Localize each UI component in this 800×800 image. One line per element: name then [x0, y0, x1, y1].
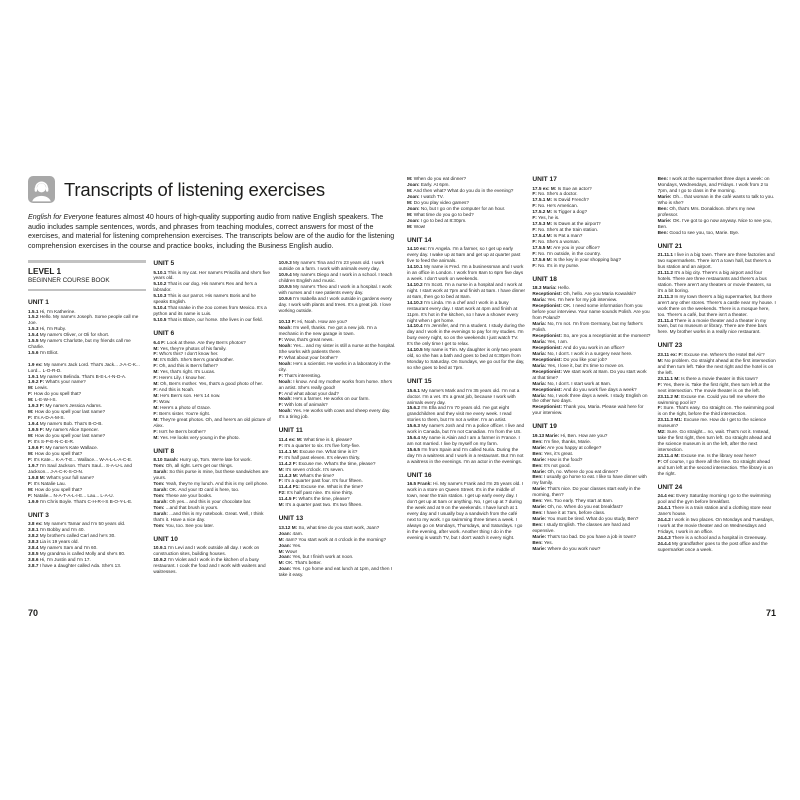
intro-text: features almost 40 hours of high-quality supporting audio from native English speakers. The audio includes sample sentences, words, and phrases from teaching modules, correct answers for most of the exercises, and material for listening comprehension exercises. The transcripts below are of the audio for the listening comprehension exercises in the course and practice books, including the Business English audio. [28, 213, 395, 250]
transcript-line: F: Oh, and this is Ben's father? [153, 363, 218, 369]
transcript-line: Tom: You, too. See you later. [153, 522, 214, 528]
transcript-line: 21.11.3 In my town there's a big supermarket, but there aren't any other stores. There's a castle near my house. I work there on the weekends. There is a mosque here, too. There's a café, but there isn't a theater. [657, 293, 776, 317]
transcript-line: 11.4 ex: M: What time is it, please? [278, 436, 353, 442]
unit-heading: UNIT 10 [153, 535, 178, 543]
transcript-line: 1.9.5 F: My name's Alice Spencer. [28, 427, 99, 433]
transcript-line: 5.10.3 This is our parrot. His name's Boris and he speaks English. [153, 293, 257, 305]
series-title: English for Everyone [28, 213, 94, 221]
transcript-line: Receptionist: Oh, hello. Are you Maria Kowalski? [532, 291, 637, 297]
transcript-line: 15.6.4 My name is Alain and I am a farmer in France. I am not married. I live by myself on my farm. [407, 435, 520, 447]
transcript-line: Noah: Yes... and my sister is still a nurse at the hospital. She works with patients there. [278, 342, 396, 354]
transcript-line: Joan: 4am. [278, 530, 303, 536]
transcript-line: Ben: I usually go home to eat. I like to have dinner with my family. [532, 474, 647, 486]
transcript-line: 18.3 Maria: Hello. [532, 285, 570, 291]
transcript-line: 16.5 Frank: Hi. My name's Frank and I'm 25 years old. I work in a store on Queen Street. It's in the middle of town, near the train station. I get up early every day. I don't get up at 5am or anything. No, I get up at 7 during the week and at 9 on the weekends. I have lunch at 1 every day and I usually buy a sandwich from the café next to my work. I go swimming three times a week. I always go on Mondays, Thursdays, and Saturdays. I go in the evening, after work. Another thing I do in the evening is watch TV, but I don't watch it every night. [407, 481, 524, 541]
transcript-line: M: Yes. He looks very young in the photo. [153, 434, 240, 440]
transcript-line: 1.9.3 F: My name's Jessica Adams. [28, 403, 102, 409]
transcript-line: 1.9.6 F: My name's Kate Wallace. [28, 444, 99, 450]
transcript-line: 24.4.1 There is a train station and a clothing store near Jane's house. [657, 505, 772, 517]
transcript-line: F: And this is Noah. [153, 387, 195, 393]
transcript-line: 17.5.5 M: Are you in your office? [532, 245, 600, 251]
unit-heading: UNIT 16 [407, 471, 432, 479]
transcript-line: 3.8.7 I have a daughter called Ada. She's 13. [28, 562, 122, 568]
transcript-line: Receptionist: And do you work in an office? [532, 344, 625, 350]
transcript-line: 11.4.4 F1: Excuse me. What is the time? [278, 484, 364, 490]
transcript-line: 11.4.2 F: Excuse me. What's the time, please? [278, 460, 376, 466]
text-column-4 [407, 176, 525, 553]
transcript-line: 3.8.3 Lia is 19 years old. [28, 538, 79, 544]
transcript-line: 17.5 ex: M: Is Sue an actor? [532, 185, 592, 191]
transcript-line: F: And what about your dad? [278, 390, 339, 396]
transcript-line: Maria: Yes, I am. [532, 338, 569, 344]
transcript-line: M: 4am? You start work at 4 o'clock in the morning? [278, 536, 387, 542]
transcript-line: F: Ben's sister. You're right. [153, 411, 211, 417]
transcript-line: F: Yes, there is. Take the first right, then turn left at the next intersection. The movie theater is on the left. [657, 381, 771, 393]
transcript-line: Noah: I know. And my mother works from home. She's an artist. She's really good! [278, 378, 393, 390]
transcript-line: M: It's a quarter past two. It's two fifteen. [278, 502, 363, 508]
transcript-line: 14.10.1 My name is Fred. I'm a businessman and I work in an office in London. I work from 8am to 6pm five days a week. I don't work on weekends. [407, 263, 524, 281]
transcript-line: Maria: No, I don't. I start work at 9am. [532, 380, 612, 386]
transcript-line: F: It's S-P-E-N-C-E-R. [28, 439, 75, 445]
transcript-line: Tom: Oh, all right. Let's get our things. [153, 463, 234, 469]
transcript-line: M: He's Ben's son. He's 14 now. [153, 393, 221, 399]
transcript-line: Marie: OK. I've got to go now anyway. Nice to see you, Ben. [657, 217, 772, 229]
transcript-line: Tom: ...and that brush is yours. [153, 504, 219, 510]
level-subtitle: BEGINNER COURSE BOOK [28, 276, 110, 284]
transcript-line: 10.9.3 My name's Tina and I'm 23 years old. I work outside on a farm. I work with animals every day. [278, 260, 385, 271]
transcript-line: Marie: That's nice. Do your classes start early in the morning, then? [532, 486, 641, 498]
headphones-person-icon [28, 176, 55, 203]
transcript-line: 10.9.2 I'm Violet and I work in the kitchen of a busy restaurant. I cook the food and I work with waiters and waitresses. [153, 557, 266, 575]
transcript-line: F: With lots of animals? [278, 402, 328, 408]
transcript-line: Ben: I work at the supermarket three days a week: on Mondays, Wednesdays, and Fridays. I work from 2 to 7pm, and I go to class in the morning. [657, 176, 770, 193]
transcript-line: Ben: I study English. The classes are hard and expensive. [532, 522, 630, 534]
transcript-line: F: How do you spell that? [28, 391, 82, 397]
transcript-line: 1.9.9 I'm Chris Boyle. That's C-H-R-I-S B-O-Y-L-E. [28, 498, 133, 504]
transcript-line: F: No. I'm outside, in the country. [532, 250, 601, 256]
right-page-columns [407, 176, 776, 553]
transcript-line: 1.5.3 Hi, I'm Ruby. [28, 326, 67, 332]
transcript-line: 15.6.3 My name's Josh and I'm a police officer. I live and work in Canada, but I'm not Canadian. I'm from the US. [407, 423, 525, 435]
transcript-line: 1.9.8 M: What's your full name? [28, 474, 95, 480]
transcript-line: M: How do you spell that? [28, 450, 83, 456]
unit-heading: UNIT 6 [153, 330, 175, 338]
transcript-line: M: Oh, Ben's mother. Yes, that's a good photo of her. [153, 381, 264, 387]
text-column-2 [153, 260, 271, 578]
transcript-line: 21.11.4 There is a movie theater and a theater in my town, but no museum or library. There are three bars here. My brother works in a really nice restaurant. [657, 317, 767, 335]
transcript-line: Maria: No, I'm not. I'm from Germany, but my father's Polish. [532, 321, 643, 333]
transcript-line: 11.4.1 M: Excuse me. What time is it? [278, 448, 358, 454]
transcript-line: Sarah: OK. And your ID card is here, too. [153, 487, 240, 493]
transcript-line: 23.11 ex: F: Excuse me. Where's the Hotel Bel Air? [657, 351, 765, 357]
transcript-line: M: No problem. Go straight ahead at the first intersection and then turn left. Take the next right and the hotel is on the left. [657, 357, 776, 375]
transcript-line: Ben: Yes, it's great. [532, 450, 574, 456]
transcript-line: F: What about your brother? [278, 354, 338, 360]
transcript-line: M: How do you spell that? [28, 486, 83, 492]
transcript-line: M: L-E-W-I-S. [28, 397, 57, 403]
transcript-line: 1.9.7 I'm Saul Jackson. That's Saul... S-A-U-L and Jackson... J-A-C-K-S-O-N. [28, 462, 132, 474]
unit-heading: UNIT 8 [153, 447, 175, 455]
transcript-line: F: No. He's American. [532, 203, 579, 209]
transcript-line: 24.4 ex: Every Saturday morning I go to the swimming pool and the gym before breakfast. [657, 493, 771, 505]
transcript-line: Marie: Where do you work now? [532, 545, 601, 551]
text-column-1 [28, 260, 146, 578]
transcript-line: 1.5.2 Hello. My name's Joseph. Some people call me Joe. [28, 314, 139, 326]
transcript-line: M: And then what? What do you do in the evening? [407, 187, 514, 193]
transcript-line: Joan: I go to bed at 8:30pm. [407, 217, 467, 223]
transcript-line: Maria: Yes. I'm here for my job interview. [532, 297, 618, 303]
transcript-line: 14.10 ex: I'm Angela. I'm a farmer, so I get up early every day. I wake up at 5am and get up at quarter past five to feed the animals. [407, 246, 521, 263]
transcript-line: M: Do you play video games? [407, 199, 470, 205]
divider [28, 260, 146, 263]
transcript-line: 3.8.1 I'm Bobby and I'm 40. [28, 526, 85, 532]
unit-heading: UNIT 21 [657, 242, 683, 250]
transcript-line: 10.13 F: Hi, Noah. How are you? [278, 319, 348, 325]
transcript-line: 23.11.3 M1: Excuse me. How do I get to the science museum? [657, 417, 767, 429]
transcript-line: F: No. She's a woman. [532, 239, 580, 245]
transcript-line: F: Of course, I go there all the time. Go straight ahead and turn left at the second intersection. The library is on the right. [657, 459, 773, 476]
text-column-5 [532, 176, 650, 553]
transcript-line: 23.11.4 M: Excuse me. Is the library near here? [657, 453, 757, 459]
transcript-line: M: It's seven o'clock. It's seven. [278, 466, 345, 472]
unit-heading: UNIT 24 [657, 483, 683, 491]
transcript-line: Noah: Yes. He works with cows and sheep every day. It's a tiring job. [278, 408, 391, 420]
transcript-line: 17.5.2 M: Is Tigger a dog? [532, 209, 588, 215]
transcript-line: 15.6.5 I'm from Spain and I'm called Nuria. During the day I'm a waitress and I work in a restaurant. But I'm not a waitress in the evenings. I'm an actor in the evenings. [407, 447, 524, 465]
transcript-line: Receptionist: We start work at 8am. Do you start work at that time? [532, 368, 647, 380]
transcript-line: 10.9.4 My name's Diego and I work in a school. I teach children English and music. [278, 271, 393, 283]
transcript-line: 17.5.4 M: Is Pat a man? [532, 233, 583, 239]
left-page-columns [28, 260, 397, 578]
transcript-line: Joan: I watch TV. [407, 193, 444, 199]
transcript-line: M: How do you spell your last name? [28, 409, 106, 415]
transcript-line: 24.4.4 My grandfather goes to the post office and the supermarket once a week. [657, 541, 768, 552]
transcript-line: F: Who's this? I don't know her. [153, 351, 219, 357]
unit-heading: UNIT 15 [407, 378, 432, 386]
transcript-line: F: That's interesting. [278, 372, 322, 378]
transcript-line: Maria: Yes, I love it, but it's time to move on. [532, 362, 625, 368]
transcript-line: 21.11.2 It's a big city. There's a big airport and four hotels. There are three restaurants and there's a bus station. There aren't any theaters or movie theaters, so it's a bit boring. [657, 269, 772, 293]
unit-heading: UNIT 3 [28, 511, 49, 519]
transcript-line: 10.9.1 I'm Levi and I work outside all day. I work on construction sites, building houses. [153, 545, 260, 557]
transcript-line: 15.6.1 My name's Mark and I'm 35 years old. I'm not a doctor. I'm a vet. It's a great job, because I work with animals every day. [407, 387, 520, 405]
transcript-line: Marie: Oh, no. Where do you eat dinner? [532, 468, 619, 474]
transcript-line: F: It's Kate... K-A-T-E... Wallace... W-A-L-L-A-C-E. [28, 456, 133, 462]
unit-heading: UNIT 23 [657, 342, 683, 350]
transcript-line: 1.9 ex: My name's Jack Lord. That's Jack... J-A-C-K... Lord... L-O-R-D. [28, 361, 140, 373]
unit-heading: UNIT 5 [153, 260, 175, 267]
transcript-line: 3.8.2 My brother's called Carl and he's 30. [28, 532, 116, 538]
transcript-line: 11.4.5 F: What's the time, please? [278, 496, 350, 502]
transcript-line: M: Wow! [407, 223, 426, 229]
text-column-6 [658, 176, 776, 553]
transcript-line: 17.5.6 M: Is the key in your shopping bag? [532, 256, 621, 262]
transcript-line: Receptionist: Thank you, Maria. Please wait here for your interview. [532, 404, 644, 416]
transcript-line: Marie: Oh... that woman in the café wants to talk to you. Who is she? [657, 193, 775, 205]
unit-heading: UNIT 1 [28, 299, 49, 306]
transcript-line: 5.10.2 That is our dog. His name's Rex and he's a labrador. [153, 281, 257, 293]
transcript-line: Receptionist: Do you like your job? [532, 356, 608, 362]
transcript-line: 5.10.1 This is my cat. Her name's Priscilla and she's five years old. [153, 269, 270, 281]
transcript-line: F: Wow. [153, 399, 171, 405]
transcript-line: 14.10.5 My name is Tim. My daughter is only two years old, so she has a bath and goes to bed at 6:30pm from Monday to Saturday. On Sundays, we go out for the day, so she goes to bed at 7pm. [407, 347, 525, 371]
transcript-line: M: It's Edith. She's Ben's grandmother. [153, 357, 234, 363]
transcript-line: F: No. She's at the train station. [532, 227, 599, 233]
transcript-line: 14.10.3 I'm Linda. I'm a chef and I work in a busy restaurant every day. I start work at 4pm and finish at 11pm. It's hot in the kitchen, so I have a shower every night when I get home. [407, 299, 519, 323]
transcript-line: M: When do you eat dinner? [407, 176, 467, 181]
transcript-line: M: Yes, that's right. It's Lucas. [153, 369, 216, 375]
transcript-line: 1.5.4 My name's Oliver, or Oli for short. [28, 332, 110, 338]
intro-paragraph [28, 213, 397, 251]
page-71 [407, 176, 776, 618]
transcript-line: Noah: He's a scientist. He works in a laboratory in the city. [278, 360, 391, 372]
transcript-line: M: How do you spell your last name? [28, 433, 106, 439]
transcript-line: F2: It's half past nine. It's nine thirty. [278, 490, 354, 496]
transcript-line: Receptionist: So, are you a receptionist at the moment? [532, 332, 651, 338]
transcript-line: M2: Sure. Go straight... no, wait. That's not it. Instead, take the first right, then turn left. Go straight ahead and the science museum is on the left, after the next intersection. [657, 429, 772, 453]
transcript-line: Ben: Good to see you, too, Marie. Bye. [657, 229, 740, 235]
unit-heading: UNIT 18 [532, 275, 557, 283]
transcript-line: M: Lewis. [28, 385, 49, 391]
unit-heading: UNIT 19 [532, 423, 557, 431]
transcript-line: 8.10 Sarah: Hurry up, Tom. We're late for work. [153, 457, 252, 463]
transcript-line: 1.5.5 My name's Charlotte, but my friends call me Charlie. [28, 338, 131, 350]
transcript-line: Marie: Oh, no. When do you eat breakfast? [532, 504, 623, 510]
transcript-line: Maria: No, I don't. I work in a surgery near here. [532, 350, 633, 356]
level-heading-block [28, 260, 146, 291]
transcript-line: Noah: I'm well, thanks. I've got a new job. I'm a mechanic in the new garage in town. [278, 325, 377, 336]
transcript-line: F: It's A-D-A-M-S. [28, 415, 65, 421]
transcript-line: Joan: Early. At 6pm. [407, 181, 450, 187]
transcript-line: Ben: Yes. Too early. They start at 8am. [532, 498, 614, 504]
transcript-line: 13.12 M: So, what time do you start work, Joan? [278, 524, 380, 530]
text-column-3 [279, 260, 397, 578]
transcript-line: 21.11.1 I live in a big town. There are three factories and two supermarkets. There isn't a town hall, but there's a bus station and an airport. [657, 252, 775, 269]
transcript-line: 23.11.2 M: Excuse me. Could you tell me where the swimming pool is? [657, 393, 766, 405]
transcript-line: Tom: Yeah, they're my lunch. And this is my cell phone. [153, 481, 269, 487]
transcript-line: 19.13 Marie: Hi, Ben. How are you? [532, 432, 608, 438]
transcript-line: Ben: I have it at 7am, before class. [532, 510, 606, 516]
transcript-line: 1.9.1 My name's Belinda. That's B-E-L-I-N-D-A. [28, 373, 127, 379]
transcript-line: Noah: He's a farmer. He works on our farm. [278, 396, 370, 402]
transcript-line: Ben: I'm fine, thanks, Marie. [532, 438, 592, 444]
transcript-line: 14.10.4 I'm Jennifer, and I'm a student. I study during the day and I work in the evenings to pay for my studies. I'm busy every night, so on the weekends I just watch TV. It's the only time I get to relax. [407, 323, 525, 347]
transcript-line: M: They're great photos. Oh, and here's an old picture of Alex. [153, 416, 271, 428]
transcript-line: F: Yes, he is. [532, 215, 560, 221]
unit-heading: UNIT 17 [532, 176, 557, 183]
page-number-left: 70 [28, 608, 39, 618]
transcript-line: M: OK. That's better. [278, 560, 322, 566]
transcript-line: 3.8.5 My grandma is called Molly and she's 80. [28, 550, 126, 556]
transcript-line: 3.8.4 My name's Sam and I'm 60. [28, 544, 98, 550]
transcript-line: Sarah: So this purse is mine, but these sandwiches are yours. [153, 469, 269, 481]
transcript-line: M: Here's a photo of Grace. [153, 405, 212, 411]
transcript-line: F: No. She's a doctor. [532, 191, 578, 197]
transcript-line: 3.8 ex: My name's Tamar and I'm 50 years old. [28, 521, 126, 526]
transcript-line: F: It's Natalie Lau. [28, 480, 66, 486]
transcript-line: F: It's a quarter to six. It's five forty-five. [278, 442, 361, 448]
page-header [28, 176, 397, 203]
transcript-line: 24.4.3 There is a school and a hospital in Greenway. [657, 535, 767, 541]
transcript-line: 5.10.4 That snake in the zoo comes from Mexico. It's a python and its name is Luis. [153, 305, 267, 317]
transcript-line: Ben: Oh, that's Mrs. Donaldson. She's my new professor. [657, 205, 756, 217]
transcript-line: M: Yes, they're photos of his family. [153, 345, 227, 351]
transcript-line: 24.4.2 I work in two places. On Mondays and Tuesdays, I work at the movie theater and on Wednesdays and Fridays, I work in an office. [657, 517, 774, 535]
transcript-line: F: Sure. That's easy. Go straight on. The swimming pool is on the right, before the third intersection. [657, 405, 775, 417]
transcript-line: Sarah: ...and this is my notebook. Great. Well, I think that's it. Have a nice day. [153, 510, 264, 522]
page-number-right: 71 [765, 608, 776, 618]
transcript-line: 17.5.1 M: Is David French? [532, 197, 589, 203]
transcript-line: Marie: How is the food? [532, 456, 583, 462]
transcript-line: Marie: You must be tired. What do you study, Ben? [532, 516, 639, 522]
transcript-line: M: Wow! [278, 548, 298, 554]
transcript-line: Receptionist: And do you work five days a week? [532, 386, 637, 392]
transcript-line: Marie: Are you happy at college? [532, 444, 602, 450]
page-title: Transcripts of listening exercises [64, 178, 325, 200]
unit-heading: UNIT 11 [278, 427, 303, 435]
transcript-line: 10.9.5 My name's Theo and I work in a hospital. I work with nurses and I see patients every day. [278, 283, 392, 295]
transcript-line: Joan: Yes. I go home and eat lunch at 1pm, and then I take it easy. [278, 566, 393, 578]
transcript-line: 1.5.6 I'm Elliot. [28, 350, 59, 356]
transcript-line: Tom: These are your books. [153, 493, 213, 498]
transcript-line: F: Here's Lily. I know her. [153, 375, 206, 381]
level-title: LEVEL 1 [28, 266, 62, 276]
transcript-line: 10.9.6 I'm Isabella and I work outside in gardens every day. I work with plants and trees. It's a great job. I love working outside. [278, 295, 392, 313]
transcript-line: 15.6.2 I'm Ella and I'm 70 years old. I've got eight grandchildren and they visit me every week. I read stories to them, but I'm not a writer. I'm an artist. [407, 405, 512, 423]
transcript-line: Marie: That's too bad. Do you have a job in town? [532, 534, 637, 540]
transcript-line: 11.4.3 M: What's the time? [278, 472, 335, 478]
transcript-line: F: Wow, that's great news. [278, 336, 334, 342]
transcript-line: Ben: It's not good. [532, 462, 571, 468]
transcript-line: Joan: Yes. [278, 542, 302, 548]
transcript-line: Sarah: Oh yes... and this is your chocolate bar. [153, 498, 252, 504]
transcript-line: M: What time do you go to bed? [407, 211, 474, 217]
transcript-line: Joan: No, but I go on the computer for an hour. [407, 205, 506, 211]
transcript-line: 3.8.6 Hi, I'm Justin and I'm 17. [28, 556, 91, 562]
transcript-line: Joan: Yes, but I finish work at noon. [278, 554, 354, 560]
unit-heading: UNIT 13 [278, 515, 304, 523]
transcript-line: 1.9.4 My name's Bob. That's B-O-B. [28, 421, 103, 427]
transcript-line: 23.11.1 M: Is there a movie theater in this town? [657, 375, 758, 381]
transcript-line: Ben: Yes. [532, 539, 553, 545]
unit-heading: UNIT 14 [407, 236, 432, 244]
transcript-line: Receptionist: OK. I need some information from you before your interview. Your name sounds Polish. Are you from Poland? [532, 303, 650, 321]
transcript-line: F: It's a quarter past four. It's four fifteen. [278, 478, 363, 484]
page-70 [28, 176, 397, 618]
transcript-line: 5.10.5 That is Blaze, our horse. She lives in our field. [153, 317, 263, 323]
transcript-line: 1.9.2 F: What's your name? [28, 379, 86, 385]
transcript-line: Maria: No, I work three days a week. I study English on the other two days. [532, 392, 648, 404]
transcript-line: 14.10.2 I'm Scott. I'm a nurse in a hospital and I work at night. I start work at 7pm and finish at 5am. I have dinner at 6am, then go to bed at 8am. [407, 281, 526, 299]
transcript-line: F: It's half past eleven. It's eleven thirty. [278, 454, 361, 460]
transcript-line: F: Natalie... N-A-T-A-L-I-E... Lau... L-A-U. [28, 492, 114, 498]
transcript-line: 6.4 F: Look at these. Are they Ben's photos? [153, 339, 246, 345]
divider [28, 289, 146, 292]
transcript-line: 1.5.1 Hi, I'm Katherine. [28, 308, 76, 314]
transcript-line: F: Isn't he Ben's brother? [153, 428, 206, 434]
transcript-line: 17.5.3 M: Is Dawn at the airport? [532, 221, 601, 227]
transcript-line: F: No. It's in my purse. [532, 262, 580, 268]
